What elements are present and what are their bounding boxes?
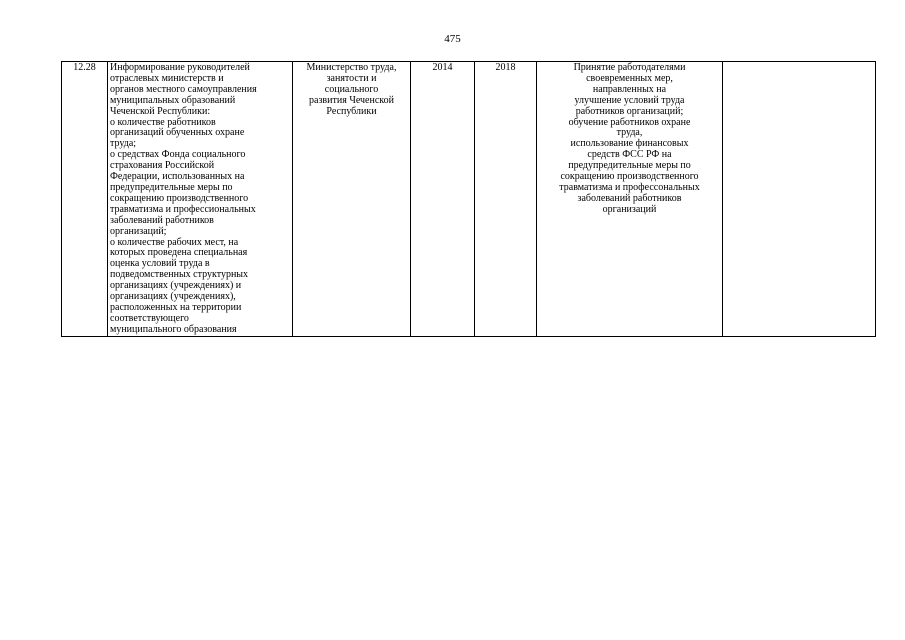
executor-cell: Министерство труда, занятости и социального развития Чеченской Республики (293, 62, 411, 337)
start-year-cell: 2014 (411, 62, 475, 337)
measures-table (61, 61, 876, 337)
note-cell (723, 62, 876, 337)
measure-description-cell: Информирование руководителей отраслевых министерств и органов местного самоуправления муниципальных образований Чеченской Республики: о количестве работников организаций обученных охране труда; о средствах Фонда социального страхования Российской Федерации, использованных на предупредительные меры по сокращению производственного травматизма и профессиональных заболеваний работников организаций; о количестве рабочих мест, на которых проведена специальная оценка условий труда в подведомственных структурных организациях (учреждениях) и организациях (учреждениях), расположенных на территории соответствующего муниципального образования (108, 62, 293, 337)
page-number: 475 (444, 33, 461, 45)
item-number-cell: 12.28 (62, 62, 108, 337)
expected-result-cell: Принятие работодателями своевременных мер, направленных на улучшение условий труда работников организаций; обучение работников охране труда, использование финансовых средств ФСС РФ на предупредительные меры по сокращению производственного травматизма и профессональных заболеваний работников организаций (537, 62, 723, 337)
table-row (62, 62, 876, 337)
end-year-cell: 2018 (475, 62, 537, 337)
